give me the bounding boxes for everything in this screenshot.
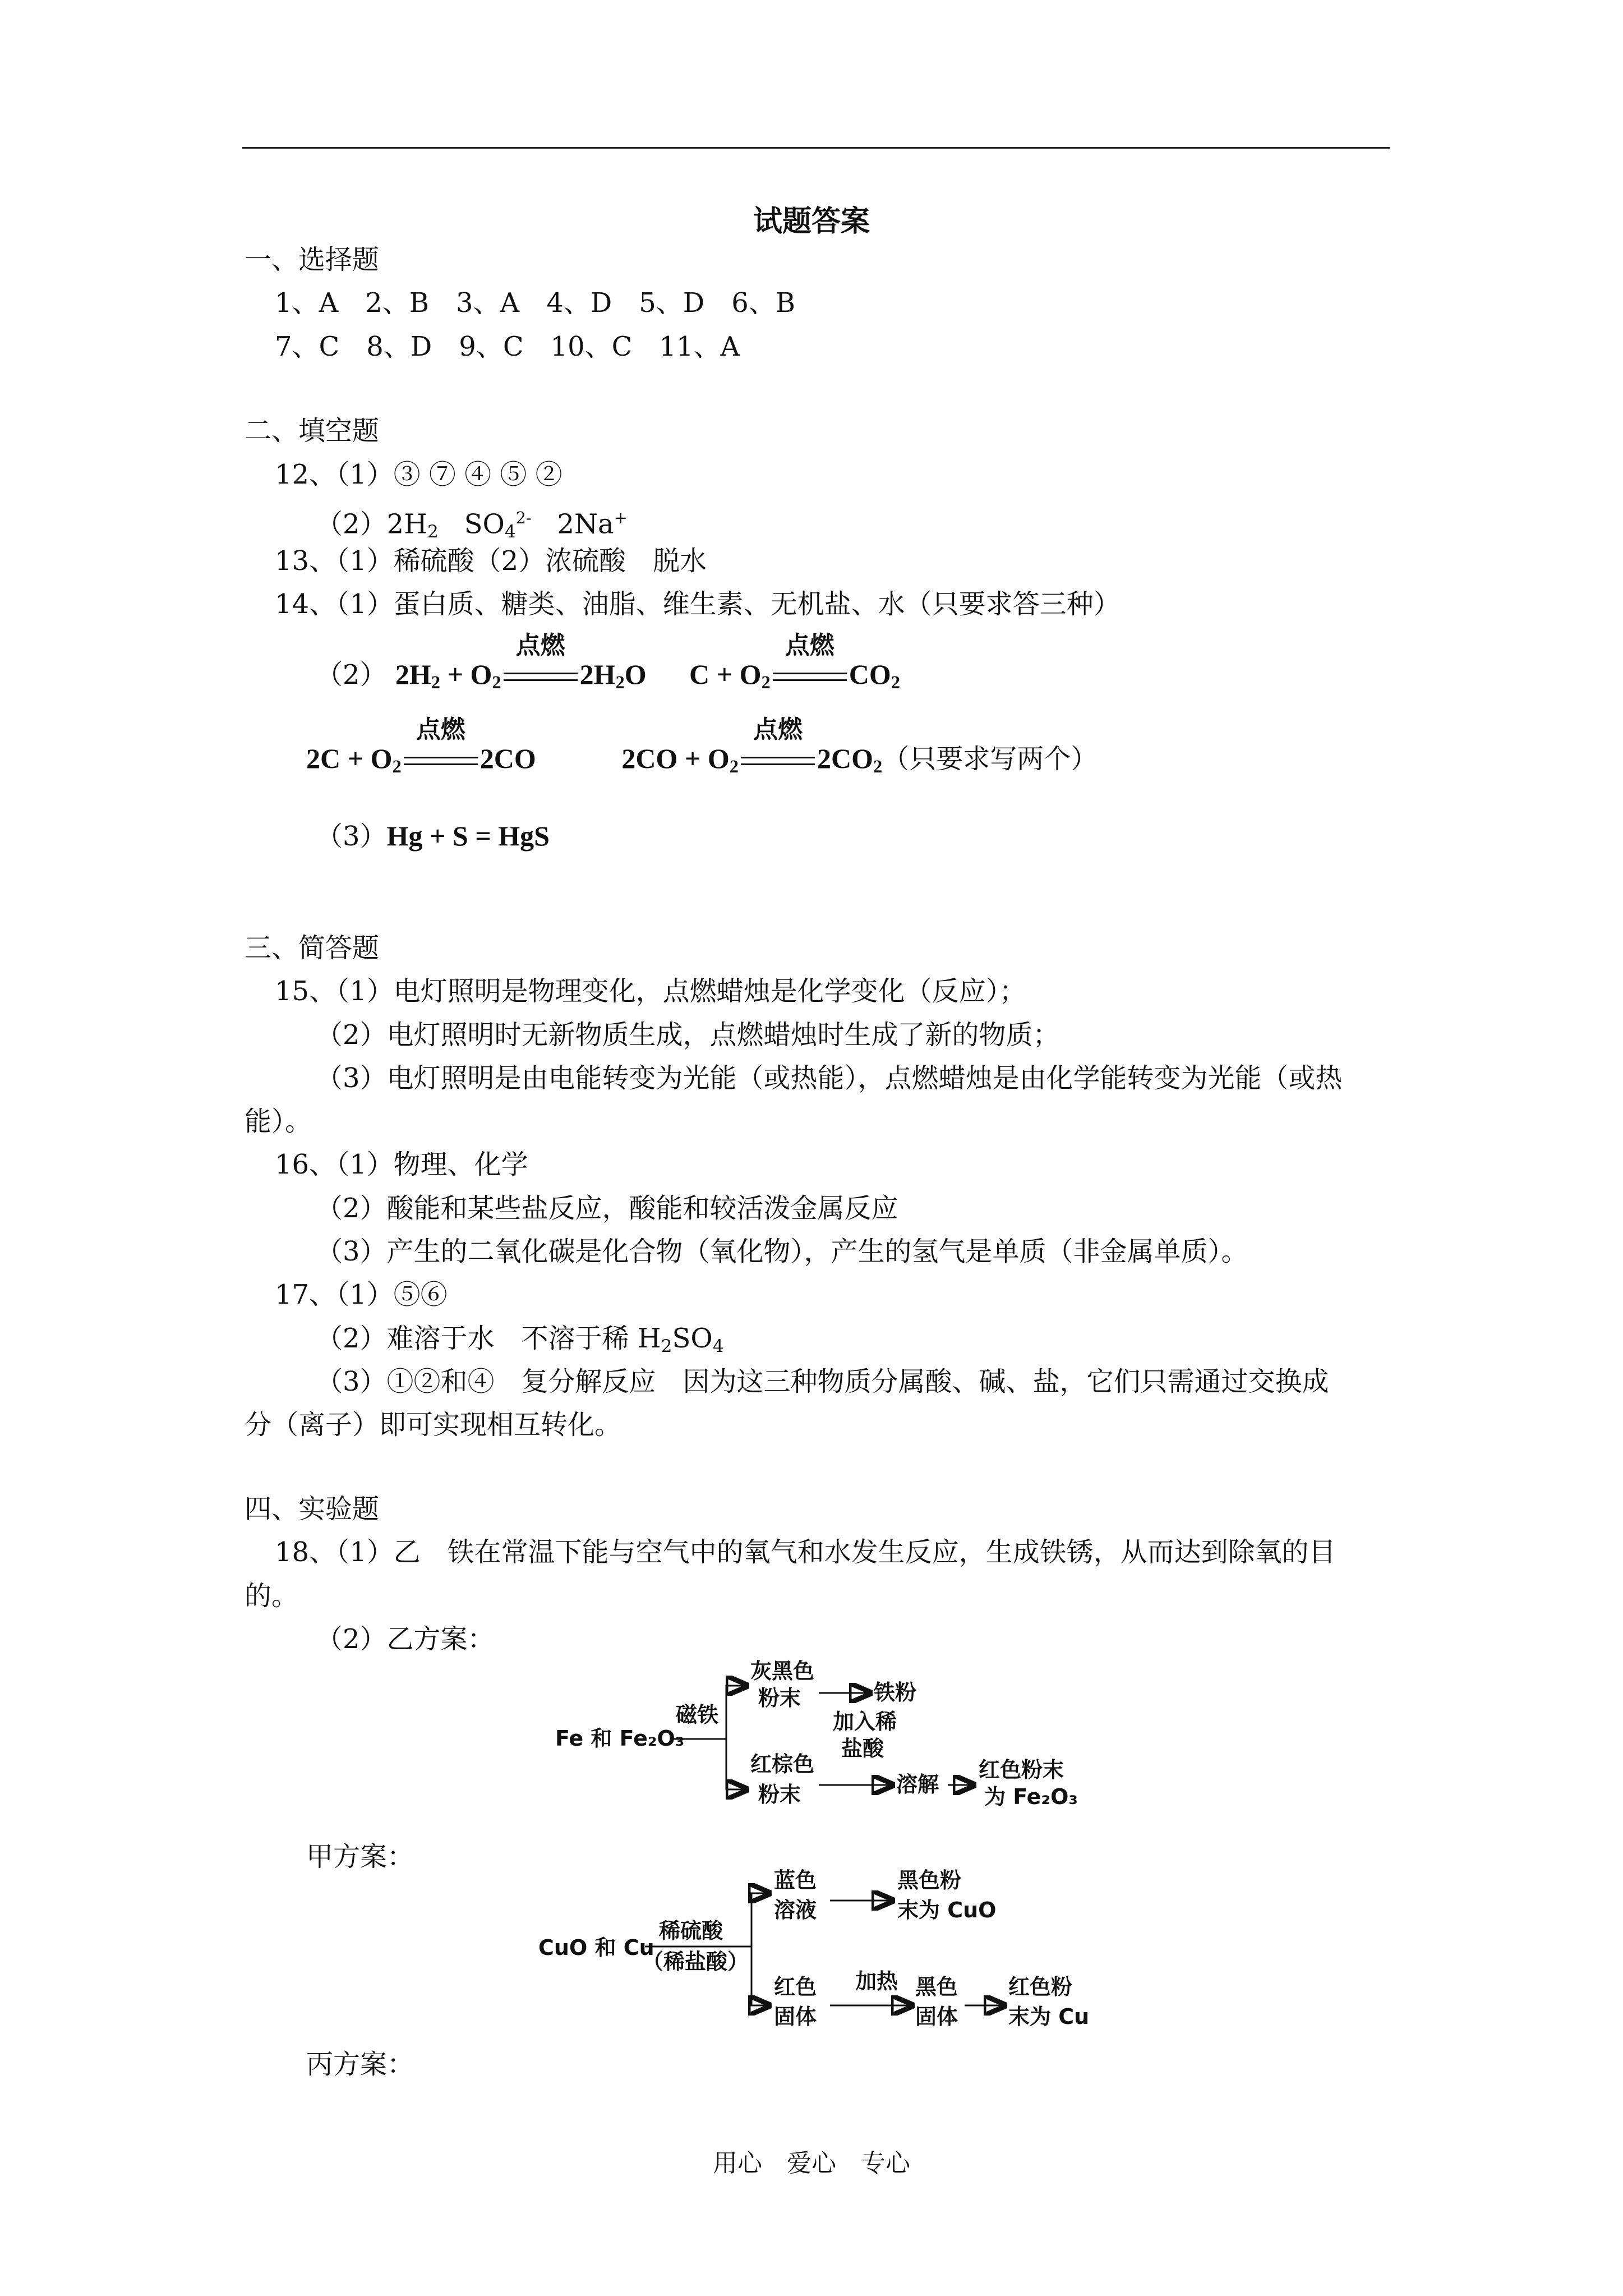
- page-title: 试题答案: [753, 205, 870, 238]
- yi-upper-1: 灰黑色: [750, 1659, 815, 1683]
- answer-13: 13、（1）稀硫酸（2）浓硫酸 脱水: [275, 545, 707, 577]
- ignite-sign: 点燃: [741, 742, 815, 776]
- answers-row-1: 1、A 2、B 3、A 4、D 5、D 6、B: [275, 287, 796, 319]
- jia-lower-1: 红色: [774, 1975, 817, 1999]
- jia-label: 甲方案：: [306, 1841, 414, 1872]
- answer-16-3: （3）产生的二氧化碳是化合物（氧化物），产生的氢气是单质（非金属单质）。: [316, 1236, 1248, 1267]
- jia-agent-1: 稀硫酸: [659, 1918, 723, 1943]
- answer-16-1: 16、（1）物理、化学: [275, 1149, 528, 1180]
- jia-upper-res-2: 末为 CuO: [897, 1898, 997, 1922]
- yi-upper-2: 粉末: [758, 1686, 801, 1710]
- yi-start: Fe 和 Fe₂O₃: [555, 1726, 685, 1751]
- yi-reagent-2: 盐酸: [841, 1736, 884, 1761]
- page-footer: 用心 爱心 专心: [713, 2149, 910, 2178]
- yi-lower-1: 红棕色: [750, 1752, 815, 1777]
- jia-agent-2: （稀盐酸）: [642, 1949, 749, 1974]
- yi-arrow-down: [726, 1739, 746, 1789]
- flowchart-jia: [538, 1862, 1110, 2047]
- jia-mid-2: 固体: [915, 2004, 958, 2029]
- jia-heat: 加热: [855, 1969, 898, 1994]
- yi-result-2: 为 Fe₂O₃: [984, 1784, 1078, 1809]
- answer-18-1b: 的。: [245, 1580, 299, 1612]
- answer-14-1: 14、（1）蛋白质、糖类、油脂、维生素、无机盐、水（只要求答三种）: [275, 588, 1121, 620]
- jia-arrow-up: [751, 1893, 768, 1947]
- ignite-sign: 点燃: [504, 658, 578, 692]
- answer-15-1: 15、（1）电灯照明是物理变化，点燃蜡烛是化学变化（反应）；: [275, 976, 1026, 1007]
- yi-dissolve: 溶解: [896, 1772, 939, 1797]
- yi-agent: 磁铁: [676, 1703, 719, 1727]
- yi-lower-2: 粉末: [758, 1782, 801, 1807]
- jia-upper-2: 溶液: [774, 1898, 817, 1922]
- jia-upper-1: 蓝色: [774, 1868, 817, 1893]
- answer-12-2: $(2)2H_2$ $SO_4^{2-}$ 2Na+: [316, 508, 628, 542]
- jia-res-1: 红色粉: [1008, 1975, 1073, 1999]
- section-heading-experiment: 四、实验题: [245, 1493, 380, 1525]
- yi-reagent-1: 加入稀: [833, 1709, 897, 1734]
- jia-mid-1: 黑色: [915, 1975, 958, 1999]
- answer-12-1: 12、（1）③ ⑦ ④ ⑤ ②: [275, 459, 562, 490]
- answer-16-2: （2）酸能和某些盐反应，酸能和较活泼金属反应: [316, 1193, 898, 1224]
- section-heading-choice: 一、选择题: [245, 244, 380, 275]
- yi-arrow-up: [726, 1686, 746, 1739]
- jia-start: CuO 和 Cu: [538, 1935, 654, 1960]
- jia-upper-res-1: 黑色粉: [897, 1868, 962, 1893]
- answer-18-2-yi-label: （2）乙方案：: [316, 1623, 495, 1655]
- ignite-sign: 点燃: [404, 742, 478, 776]
- jia-lower-2: 固体: [774, 2004, 817, 2029]
- jia-arrow-down: [751, 1947, 768, 2005]
- answer-17-2: （2）难溶于水 不溶于稀 $H_2SO_4$: [316, 1323, 724, 1356]
- answer-15-3a: （3）电灯照明是由电能转变为光能（或热能），点燃蜡烛是由化学能转变为光能（或热: [316, 1062, 1343, 1094]
- answer-17-3a: （3）①②和④ 复分解反应 因为这三种物质分属酸、碱、盐，它们只需通过交换成: [316, 1366, 1329, 1397]
- section-heading-short: 三、简答题: [245, 932, 380, 964]
- answer-17-3b: 分（离子）即可实现相互转化。: [245, 1409, 622, 1441]
- answer-17-1: 17、（1）⑤⑥: [275, 1279, 448, 1310]
- answer-18-1a: 18、（1）乙 铁在常温下能与空气中的氧气和水发生反应，生成铁锈，从而达到除氧的目: [275, 1536, 1336, 1568]
- jia-res-2: 末为 Cu: [1008, 2004, 1090, 2029]
- section-heading-fill: 二、填空题: [245, 415, 380, 447]
- yi-upper-result: 铁粉: [874, 1680, 917, 1705]
- bing-label: 丙方案：: [306, 2049, 414, 2080]
- answer-14-2-equations-b: $2C + O_2$ 点燃 2CO $2CO + O_2$ 点燃 $2CO_2$（只要求写两个）: [306, 715, 1098, 777]
- yi-result-1: 红色粉末: [979, 1757, 1064, 1782]
- ignite-sign: 点燃: [773, 658, 847, 692]
- flowchart-yi: [555, 1655, 1094, 1823]
- answers-row-2: 7、C 8、D 9、C 10、C 11、A: [275, 331, 740, 362]
- header-rule: [242, 147, 1390, 149]
- answer-14-2-equations: （2） $2H_2 + O_2$ 点燃 $2H_2O$ $C + O_2$ 点燃 $CO_2$: [316, 631, 900, 693]
- answer-15-3b: 能）。: [245, 1106, 312, 1137]
- answer-14-3: （3）Hg + S = HgS: [316, 820, 550, 852]
- answer-15-2: （2）电灯照明时无新物质生成，点燃蜡烛时生成了新的物质；: [316, 1019, 1060, 1051]
